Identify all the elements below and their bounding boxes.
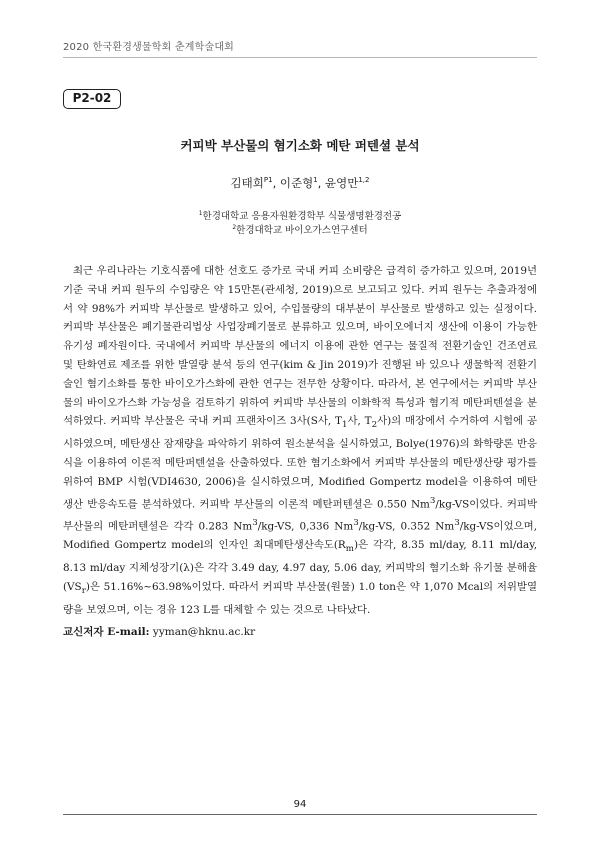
subscript: m bbox=[345, 544, 354, 555]
abstract-text: /kg-VS, 0.352 Nm bbox=[358, 520, 455, 533]
author-separator: , bbox=[272, 176, 280, 190]
footer-divider bbox=[63, 814, 537, 815]
abstract-text: /kg-VS이었다. 커피박 부산물의 메탄퍼텐셜은 각각 0.283 Nm bbox=[63, 498, 537, 533]
abstract-text: 최근 우리나라는 기호식품에 대한 선호도 증가로 국내 커피 소비량은 급격히 증가하고 있으며, 2019년 기준 국내 커피 원두의 수입량은 약 15만톤(관세청, 2019)으로 보고되고 있다. 커피 원두는 추출과정에서 약 98%가 커피박 부산물로 발생하고 있어, 수입물량의 대부분이 부산물로 발생하고 있는 실정이다. 커피박 부산물은 폐기물관리법상 사업장폐기물로 분류하고 있으며, 바이오에너지 생산에 이용이 가능한 유기성 폐자원이다. 국내에서 커피박 부산물의 에너지 이용에 관한 연구는 물질적 전환기술인 건조연료 및 탄화연료 제조를 위한 발열량 분석 등의 연구(kim & Jin 2019)가 진행된 바 있으나 생물학적 전환기술인 혐기소화를 통한 바이오가스화에 관한 연구는 전무한 상황이다. 따라서, 본 연구에서는 커피박 부산물의 바이오가스화 가능성을 검토하기 위하여 커피박 부산물의 이화학적 특성과 혐기적 메탄퍼텐셜을 분석하였다. 커피박 부산물은 국내 커피 프랜차이즈 3사(S사, T bbox=[63, 265, 537, 428]
header-divider bbox=[63, 57, 537, 58]
author-affiliation-mark: 1,2 bbox=[358, 176, 370, 185]
author-separator: , bbox=[317, 176, 325, 190]
subscript: 1 bbox=[341, 420, 348, 431]
abstract-text: 사)의 매장에서 수거하여 시험에 공시하였으며, 메탄생산 잠재량을 파악하기 위하여 원소분석을 실시하였고, Bolye(1976)의 화학량론 반응식을 이용하여 이론적 메탄퍼텐셜을 산출하였다. 또한 혐기소화에서 커피박 부산물의 메탄생산량 평가를 위하여 BMP 시험(VDI4630, 2006)을 실시하였으며, Modified Gompertz model을 이용하여 메탄 생산 반응속도를 분석하였다. 커피박 부산물의 이론적 메탄퍼텐셜은 0.550 Nm bbox=[63, 415, 537, 511]
affiliation-number: 2 bbox=[232, 223, 237, 231]
paper-title: 커피박 부산물의 혐기소화 메탄 퍼텐셜 분석 bbox=[180, 138, 420, 153]
author-affiliation-mark: 1 bbox=[313, 176, 318, 185]
affiliation-2 bbox=[0, 222, 600, 236]
superscript: 3 bbox=[454, 517, 460, 528]
abstract-paragraph bbox=[63, 262, 537, 620]
poster-id-badge: P2-02 bbox=[63, 89, 121, 109]
author-name: 이준형 bbox=[279, 176, 314, 190]
superscript: 3 bbox=[429, 495, 436, 506]
abstract-text: 사, T bbox=[347, 415, 372, 428]
abstract-body bbox=[63, 262, 537, 620]
affiliation-number: 1 bbox=[198, 209, 203, 217]
author-name: 윤영만 bbox=[324, 176, 359, 190]
abstract-text: )은 각각, 8.35 ml/day, 8.11 ml/day, 8.13 ml/day 지체성장기(λ)은 각각 3.49 day, 4.97 day, 5.06 day, 커피박의 혐기소화 유기물 분해율(VS bbox=[63, 539, 537, 593]
abstract-text: /kg-VS, 0,336 Nm bbox=[257, 520, 354, 533]
page-number: 94 bbox=[293, 799, 307, 810]
abstract-text: /kg-VS이었으며, Modified Gompertz model의 인자인 최대메탄생산속도(R bbox=[63, 520, 537, 552]
affiliation-text: 한경대학교 응용자원환경학부 식물생명환경전공 bbox=[202, 211, 402, 222]
subscript: r bbox=[81, 585, 86, 596]
abstract-text: )은 51.16%~63.98%이었다. 따라서 커피박 부산물(원물) 1.0 ton은 약 1,070 Mcal의 저위발열량을 보였으며, 이는 경유 123 L를 대체할 수 있는 것으로 나타났다. bbox=[63, 580, 537, 616]
superscript: 3 bbox=[252, 517, 258, 528]
author-affiliation-mark: P1 bbox=[263, 176, 273, 185]
author-name: 김태희 bbox=[230, 176, 264, 190]
contact-email[interactable]: yyman@hknu.ac.kr bbox=[152, 626, 256, 638]
subscript: 2 bbox=[371, 420, 378, 431]
affiliation-1 bbox=[0, 208, 600, 222]
author-list bbox=[0, 175, 600, 191]
conference-header: 2020 한국환경생물학회 춘계학술대회 bbox=[63, 42, 235, 53]
affiliation-text: 한경대학교 바이오가스연구센터 bbox=[236, 225, 368, 236]
contact-label: 교신저자 E-mail: bbox=[63, 626, 150, 638]
corresponding-author bbox=[63, 624, 255, 639]
superscript: 3 bbox=[353, 517, 359, 528]
